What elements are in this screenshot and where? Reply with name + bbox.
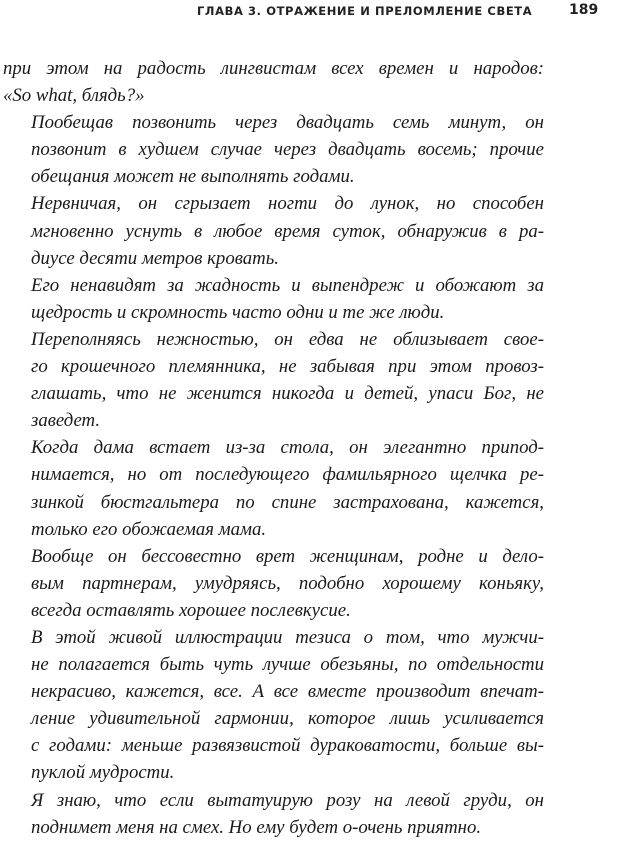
text-line: при этом на радость лингвистам всех времен и народов: xyxy=(3,58,544,79)
page-number: 189 xyxy=(569,2,599,18)
paragraph xyxy=(3,543,544,624)
paragraph xyxy=(3,190,544,271)
text-line: ление удивительной гармонии, которое лишь усиливается xyxy=(31,708,544,730)
text-line: некрасиво, кажется, все. А все вместе производит впечат- xyxy=(31,681,544,703)
text-line: Я знаю, что если вытатуирую розу на левой груди, он xyxy=(31,789,544,811)
text-line: всегда оставлять хорошее послевкусие. xyxy=(31,599,351,621)
text-line: го крошечного племянника, не забывая при этом провоз- xyxy=(31,356,544,378)
text-line: диусе десяти метров кровать. xyxy=(31,247,279,269)
text-line: обещания может не выполнять годами. xyxy=(31,166,355,188)
running-head: ГЛАВА 3. ОТРАЖЕНИЕ И ПРЕЛОМЛЕНИЕ СВЕТА xyxy=(197,4,533,18)
text-line: Пообещав позвонить через двадцать семь минут, он xyxy=(31,112,544,134)
paragraph xyxy=(3,109,544,190)
paragraph xyxy=(3,787,544,841)
text-line: заведет. xyxy=(31,410,101,432)
text-line: только его обожаемая мама. xyxy=(31,518,267,540)
text-line: позвонит в худшем случае через двадцать восемь; прочие xyxy=(31,139,544,161)
text-line: не полагается быть чуть лучше обезьяны, по отдельности xyxy=(31,654,544,676)
text-line: с годами: меньше развязвистой дураковатости, больше вы- xyxy=(31,735,544,757)
paragraph xyxy=(3,434,544,542)
text-line: глашать, что не женится никогда и детей, упаси Бог, не xyxy=(31,383,544,405)
text-line: В этой живой иллюстрации тезиса о том, что мужчи- xyxy=(31,626,544,648)
body-text xyxy=(3,55,544,841)
text-line: Когда дама встает из-за стола, он элегантно припод- xyxy=(31,437,544,459)
text-line: Нервничая, он сгрызает ногти до лунок, но способен xyxy=(31,193,544,215)
text-line: Вообще он бессовестно врет женщинам, родне и дело- xyxy=(31,545,544,567)
paragraph xyxy=(3,55,544,109)
text-line: вым партнерам, умудряясь, подобно хорошему коньяку, xyxy=(31,572,544,594)
page-header xyxy=(0,0,620,30)
paragraph xyxy=(3,272,544,326)
text-line: Его ненавидят за жадность и выпендреж и обожают за xyxy=(31,274,544,296)
paragraph xyxy=(3,624,544,787)
text-line: поднимет меня на смех. Но ему будет о-очень приятно. xyxy=(31,816,482,838)
text-line: щедрость и скромность часто одни и те же люди. xyxy=(31,301,445,323)
text-line: мгновенно уснуть в любое время суток, обнаружив в ра- xyxy=(31,220,544,242)
text-line: пуклой мудрости. xyxy=(31,762,175,784)
text-line: Переполняясь нежностью, он едва не облизывает свое- xyxy=(31,328,544,350)
paragraph xyxy=(3,326,544,434)
text-line: зинкой бюстгальтера по спине застрахована, кажется, xyxy=(31,491,544,513)
text-line: «So what, блядь?» xyxy=(3,85,145,107)
text-line: нимается, но от последующего фамильярного щелчка ре- xyxy=(31,464,544,486)
